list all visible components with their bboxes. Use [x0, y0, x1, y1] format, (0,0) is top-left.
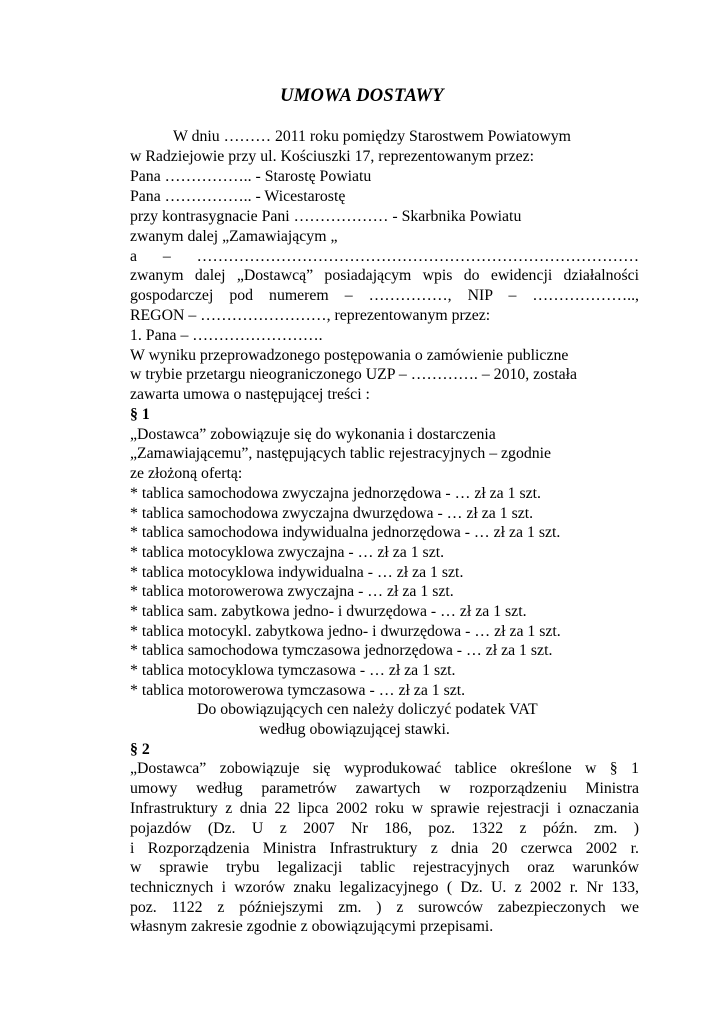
section-2-line: umowy według parametrów zawartych w rozporządzeniu Ministra — [130, 780, 639, 797]
plate-list-item: * tablica samochodowa zwyczajna jednorzędowa - … zł za 1 szt. — [130, 485, 541, 502]
section-2-line: technicznych i wzorów znaku legalizacyjnego ( Dz. U. z 2002 r. Nr 133, — [130, 879, 639, 896]
plate-list-item: * tablica motorowerowa zwyczajna - … zł za 1 szt. — [130, 583, 454, 600]
plate-list-item: * tablica samochodowa tymczasowa jednorzędowa - … zł za 1 szt. — [130, 642, 553, 659]
plate-list-item: * tablica samochodowa zwyczajna dwurzędowa - … zł za 1 szt. — [130, 505, 534, 522]
section-2-heading: § 2 — [130, 741, 150, 758]
plate-list-item: * tablica motocykl. zabytkowa jedno- i dwurzędowa - … zł za 1 szt. — [130, 623, 561, 640]
section-2-line: Infrastruktury z dnia 22 lipca 2002 roku w sprawie rejestracji i oznaczania — [130, 800, 639, 817]
plate-list-item: * tablica samochodowa indywidualna jednorzędowa - … zł za 1 szt. — [130, 524, 561, 541]
intro-line: W dniu ……… 2011 roku pomiędzy Starostwem Powiatowym — [173, 128, 571, 145]
section-2-line: własnym zakresie zgodnie z obowiązującymi przepisami. — [130, 918, 494, 935]
section-2-line: poz. 1122 z późniejszymi zm. ) z surowców zabezpieczonych we — [130, 899, 639, 916]
intro-line: w trybie przetargu nieograniczonego UZP – …………. – 2010, została — [130, 366, 578, 383]
document-title: UMOWA DOSTAWY — [280, 86, 444, 106]
intro-line: W wyniku przeprowadzonego postępowania o zamówienie publiczne — [130, 347, 569, 364]
intro-line: w Radziejowie przy ul. Kościuszki 17, reprezentowanym przez: — [130, 148, 534, 165]
intro-line: REGON – ……………………, reprezentowanym przez: — [130, 307, 491, 324]
intro-line: gospodarczej pod numerem – ……………, NIP – ……………….., — [130, 287, 639, 304]
plate-list-item: * tablica motocyklowa zwyczajna - … zł za 1 szt. — [130, 544, 445, 561]
section-2-line: „Dostawca” zobowiązuje się wyprodukować tablice określone w § 1 — [130, 760, 639, 777]
plate-list-item: * tablica sam. zabytkowa jedno- i dwurzędowa - … zł za 1 szt. — [130, 603, 527, 620]
intro-line: zwanym dalej „Zamawiającym „ — [130, 228, 338, 245]
intro-line: przy kontrasygnacie Pani ……………… - Skarbnika Powiatu — [130, 208, 522, 225]
section-1-line: „Dostawca” zobowiązuje się do wykonania i dostarczenia — [130, 426, 496, 443]
section-1-line: ze złożoną ofertą: — [130, 465, 243, 482]
intro-line: zawarta umowa o następującej treści : — [130, 386, 370, 403]
plate-list-item: * tablica motocyklowa indywidualna - … zł za 1 szt. — [130, 564, 464, 581]
section-2-line: w sprawie trybu legalizacji tablic rejestracyjnych oraz warunków — [130, 859, 639, 876]
section-1-line: „Zamawiającemu”, następujących tablic rejestracyjnych – zgodnie — [130, 445, 552, 462]
intro-line: Pana …………….. - Starostę Powiatu — [130, 168, 372, 185]
intro-line: zwanym dalej „Dostawcą” posiadającym wpis do ewidencji działalności — [130, 267, 639, 284]
plate-list-item: * tablica motocyklowa tymczasowa - … zł za 1 szt. — [130, 662, 456, 679]
intro-line: a – ………………………………………………………………………… — [130, 248, 639, 265]
intro-line: 1. Pana – ……………………. — [130, 327, 323, 344]
section-2-line: i Rozporządzenia Ministra Infrastruktury z dnia 20 czerwca 2002 r. — [130, 840, 639, 857]
section-1-heading: § 1 — [130, 406, 150, 423]
vat-note: Do obowiązujących cen należy doliczyć podatek VAT — [197, 701, 538, 718]
section-2-line: pojazdów (Dz. U z 2007 Nr 186, poz. 1322 z późn. zm. ) — [130, 820, 639, 837]
vat-note: według obowiązującej stawki. — [259, 721, 450, 738]
plate-list-item: * tablica motorowerowa tymczasowa - … zł za 1 szt. — [130, 682, 466, 699]
intro-line: Pana …………….. - Wicestarostę — [130, 188, 346, 205]
